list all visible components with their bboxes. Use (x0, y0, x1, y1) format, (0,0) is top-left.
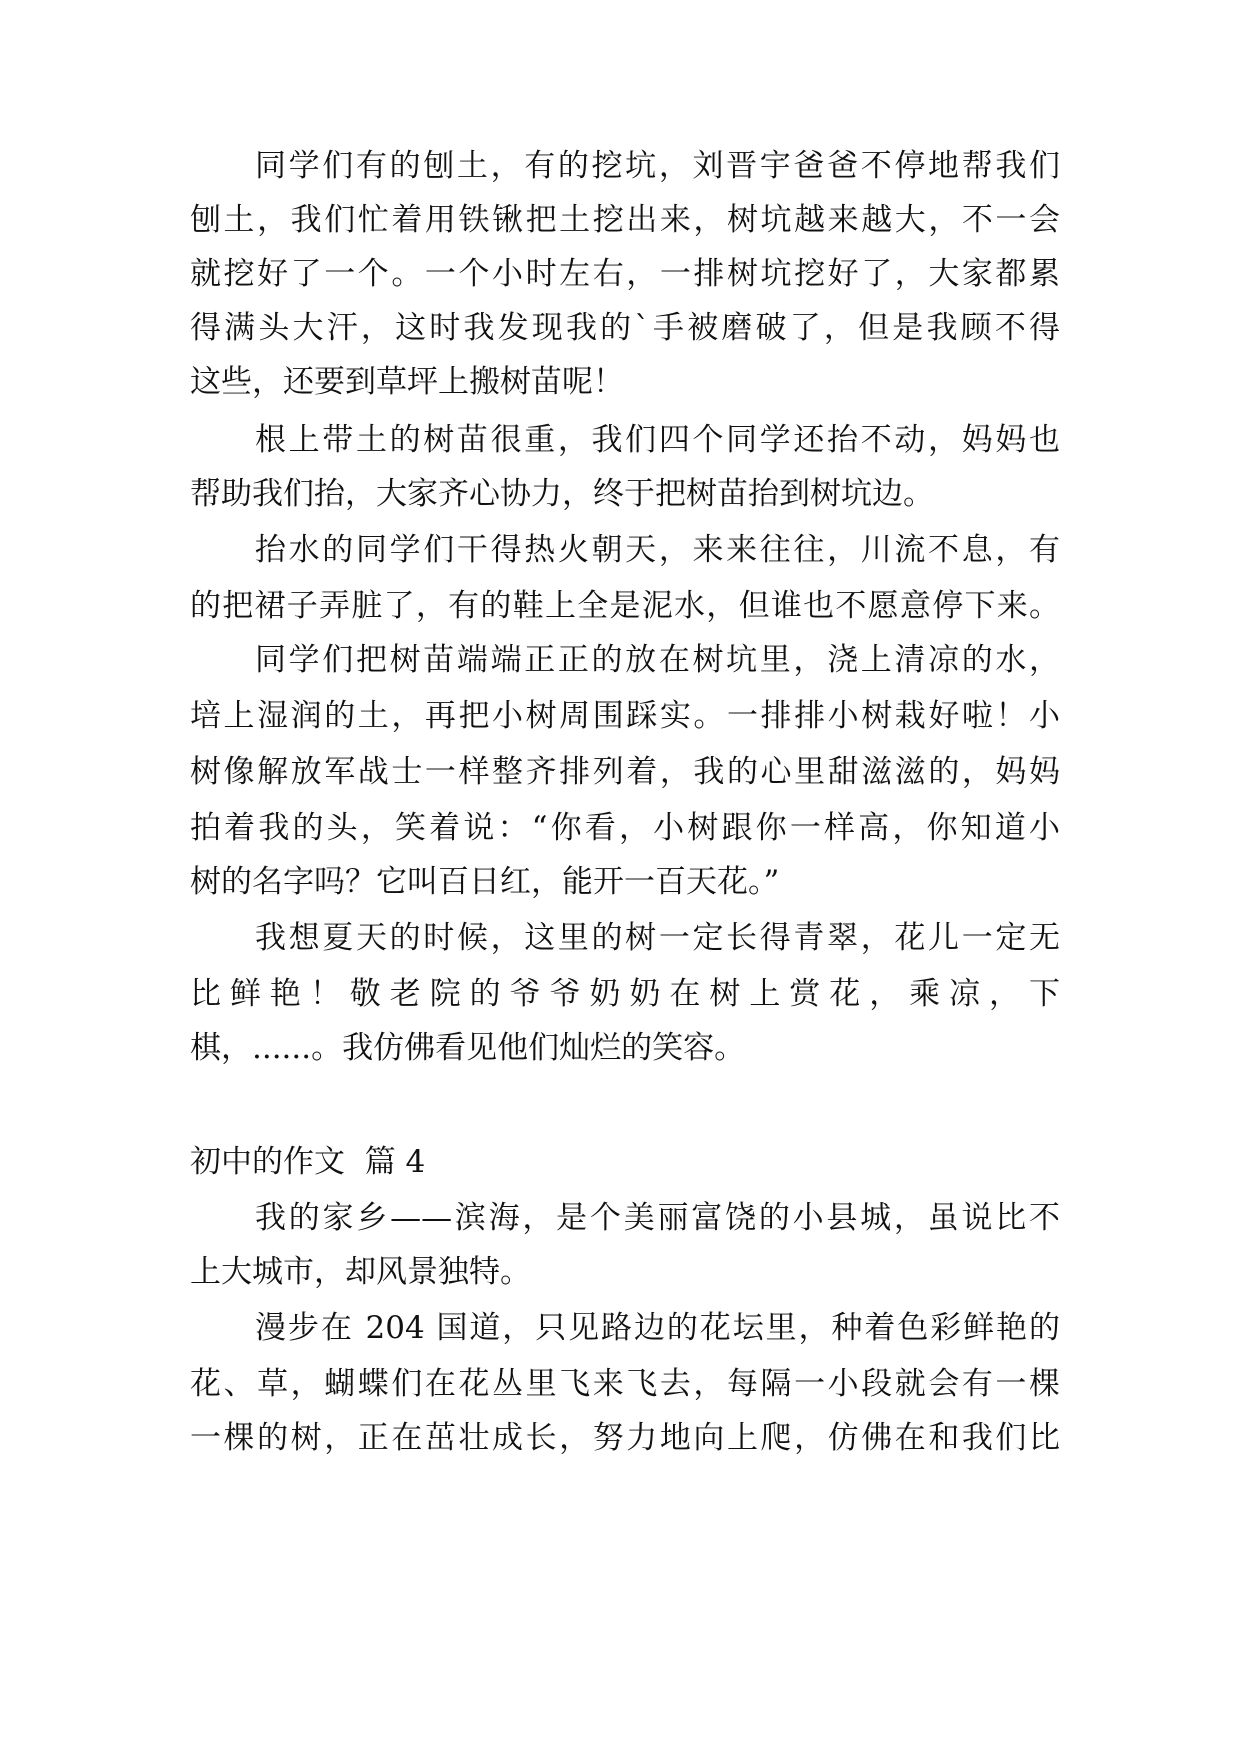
paragraph-3-line-2: 的把裙子弄脏了，有的鞋上全是泥水，但谁也不愿意停下来。 (190, 588, 1060, 624)
paragraph-4-line-5: 树的名字吗？它叫百日红，能开一百天花。” (190, 864, 780, 900)
paragraph-1-line-5: 这些，还要到草坪上搬树苗呢！ (190, 364, 624, 400)
section-paragraph-2-line-2: 花、草，蝴蝶们在花丛里飞来飞去，每隔一小段就会有一棵 (190, 1366, 1060, 1402)
paragraph-3-line-1: 抬水的同学们干得热火朝天，来来往往，川流不息，有 (255, 532, 1060, 568)
paragraph-2-line-1: 根上带土的树苗很重，我们四个同学还抬不动，妈妈也 (255, 422, 1060, 458)
paragraph-4-line-2: 培上湿润的土，再把小树周围踩实。一排排小树栽好啦！小 (190, 698, 1060, 734)
paragraph-5-line-3: 棋，......。我仿佛看见他们灿烂的笑容。 (190, 1030, 746, 1066)
paragraph-2-line-2: 帮助我们抬，大家齐心协力，终于把树苗抬到树坑边。 (190, 476, 934, 512)
section-heading: 初中的作文 篇 4 (190, 1144, 426, 1180)
paragraph-4-line-3: 树像解放军战士一样整齐排列着，我的心里甜滋滋的，妈妈 (190, 754, 1060, 790)
paragraph-4-line-1: 同学们把树苗端端正正的放在树坑里，浇上清凉的水， (255, 642, 1060, 678)
section-paragraph-2-line-3: 一棵的树，正在茁壮成长，努力地向上爬，仿佛在和我们比 (190, 1420, 1060, 1456)
paragraph-4-line-4: 拍着我的头，笑着说：“你看，小树跟你一样高，你知道小 (190, 810, 1060, 846)
paragraph-5-line-2: 比鲜艳！敬老院的爷爷奶奶在树上赏花，乘凉，下 (190, 976, 1060, 1012)
paragraph-1-line-1: 同学们有的刨土，有的挖坑，刘晋宇爸爸不停地帮我们 (255, 148, 1060, 184)
section-paragraph-2-line-1: 漫步在 204 国道，只见路边的花坛里，种着色彩鲜艳的 (255, 1310, 1060, 1346)
paragraph-1-line-4: 得满头大汗，这时我发现我的`手被磨破了，但是我顾不得 (190, 310, 1060, 346)
section-paragraph-1-line-2: 上大城市，却风景独特。 (190, 1254, 531, 1290)
paragraph-1-line-3: 就挖好了一个。一个小时左右，一排树坑挖好了，大家都累 (190, 256, 1060, 292)
paragraph-1-line-2: 刨土，我们忙着用铁锹把土挖出来，树坑越来越大，不一会 (190, 202, 1060, 238)
section-paragraph-1-line-1: 我的家乡——滨海，是个美丽富饶的小县城，虽说比不 (255, 1200, 1060, 1236)
paragraph-5-line-1: 我想夏天的时候，这里的树一定长得青翠，花儿一定无 (255, 920, 1060, 956)
